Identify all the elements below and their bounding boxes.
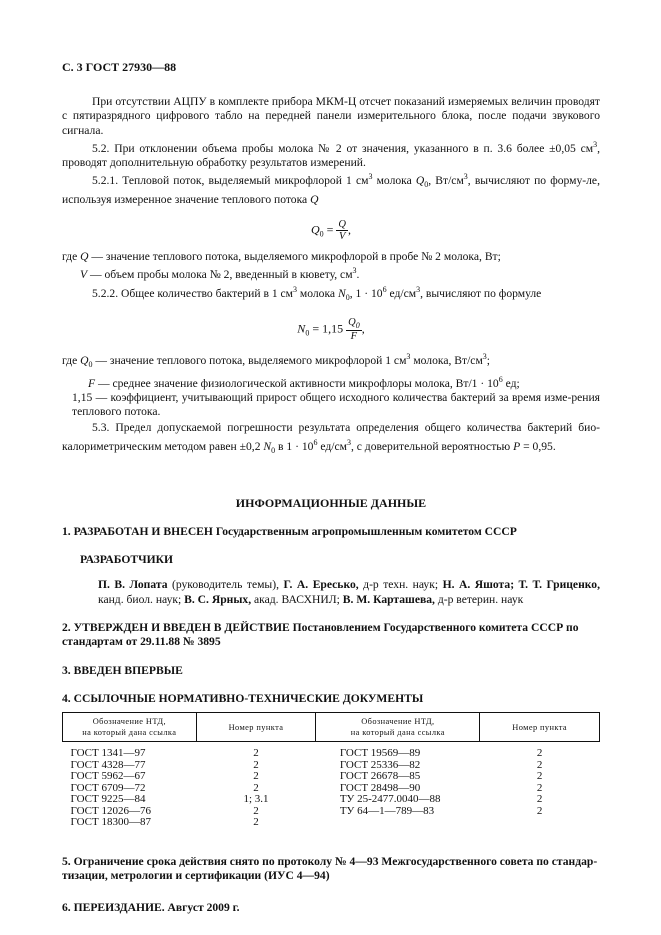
table-cell-item: 2 <box>536 781 543 794</box>
table-cell-doc: ТУ 64—1—789—83 <box>339 804 435 817</box>
table-cell-item: 2 <box>253 747 259 760</box>
table-cell-doc: ГОСТ 19569—89 <box>339 747 421 760</box>
table-header-doc-left: Обозначение НТД, на который дана ссылка <box>63 713 197 742</box>
table-cell-item: 2 <box>253 770 259 783</box>
where-q0: где $Q_0$ — значение теплового потока, выделяемого микрофлорой 1 $см^3$ молока, $Вт/см^3$; <box>62 352 491 370</box>
table-header-item-left: Номер пункта <box>196 713 316 742</box>
table-cell-doc: ГОСТ 12026—76 <box>70 804 151 817</box>
page-header: С. 3 ГОСТ 27930—88 <box>62 60 177 74</box>
table-cell-doc: ГОСТ 4328—77 <box>70 758 146 771</box>
left-item-list <box>196 742 316 837</box>
section-1: 1. РАЗРАБОТАН И ВНЕСЕН Государственным агропромышленным комитетом СССР <box>62 525 517 539</box>
table-cell-doc: ГОСТ 26678—85 <box>339 770 421 783</box>
developers-heading: РАЗРАБОТЧИКИ <box>80 553 174 567</box>
paragraph-5-3: 5.3. Предел допускаемой погрешности результата определения общего количества бактерий био-калориметрическим методом равен ±0,2 $N_0$ в $1 \cdot 10^6$ $ед/см^3$, с доверительной вероятностью P = 0,95. <box>62 421 600 455</box>
table-cell-doc: ГОСТ 28498—90 <box>339 781 421 794</box>
paragraph-acpu: При отсутствии АЦПУ в комплекте прибора МКМ-Ц отсчет показаний измеряемых величин проводят с пятиразрядного цифрового табло на передней панели измерительного блока, после подачи звукового сигнала. <box>62 95 600 137</box>
table-cell-doc: ГОСТ 25336—82 <box>339 758 421 771</box>
section-4: 4. ССЫЛОЧНЫЕ НОРМАТИВНО-ТЕХНИЧЕСКИЕ ДОКУМЕНТЫ <box>62 691 424 705</box>
table-cell-doc: ГОСТ 1341—97 <box>70 747 146 760</box>
section-6: 6. ПЕРЕИЗДАНИЕ. Август 2009 г. <box>62 901 240 915</box>
table-row <box>63 742 600 837</box>
table-cell-doc: ГОСТ 18300—87 <box>70 816 151 829</box>
formula-n0: $N_0 = 1,15$ $\frac{Q_0}{F}$ , <box>297 317 365 343</box>
references-table <box>62 712 600 837</box>
table-header-doc-right: Обозначение НТД, на который дана ссылка <box>316 713 480 742</box>
table-cell-item: 2 <box>253 804 259 817</box>
table-cell-item: 2 <box>536 804 543 817</box>
table-cell-item: 2 <box>536 747 543 760</box>
table-cell-item: 2 <box>536 770 543 783</box>
where-coef: 1,15 — коэффициент, учитывающий прирост общего исходного количества бактерий за время изме-рения теплового потока. <box>72 390 600 419</box>
table-cell-item: 2 <box>253 781 259 794</box>
table-cell-doc: ГОСТ 9225—84 <box>70 793 146 806</box>
right-doc-list <box>316 742 480 837</box>
table-cell-doc: ГОСТ 6709—72 <box>70 781 146 794</box>
document-page <box>62 60 600 930</box>
table-cell-item: 2 <box>253 816 259 829</box>
paragraph-5-2-1: 5.2.1. Тепловой поток, выделяемый микрофлорой 1 $см^3$ молока $Q_0$, $Вт/см^3$, вычисляют по форму-ле, используя измеренное значение теплового потока Q <box>62 172 600 206</box>
where-v: V — объем пробы молока № 2, введенный в кювету, $см^3$. <box>80 266 360 282</box>
table-cell-doc: ГОСТ 5962—67 <box>70 770 146 783</box>
paragraph-5-2: 5.2. При отклонении объема пробы молока № 2 от значения, указанного в п. 3.6 более ±0,05 $см^3$, проводят дополнительную обработку результатов измерений. <box>62 139 600 170</box>
table-header-item-right: Номер пункта <box>480 713 600 742</box>
table-cell-item: 1; 3.1 <box>243 793 269 806</box>
formula-q0: $Q_0$ = $\frac{Q}{V}$ , <box>310 219 352 243</box>
table-cell-item: 2 <box>253 758 259 771</box>
where-q: где Q — значение теплового потока, выделяемого микрофлорой в пробе № 2 молока, Вт; <box>62 250 501 264</box>
table-cell-item: 2 <box>536 793 543 806</box>
section-3: 3. ВВЕДЕН ВПЕРВЫЕ <box>62 663 183 677</box>
developers-list: П. В. Лопата (руководитель темы), Г. А. Ересько, д-р техн. наук; Н. А. Яшота; Т. Т. Гриценко, канд. биол. наук; В. С. Ярных, акад. ВАСХНИЛ; В. М. Карташева, д-р ветерин. наук <box>98 578 600 606</box>
table-cell-item: 2 <box>536 758 543 771</box>
table-cell-doc: ТУ 25-2477.0040—88 <box>339 793 441 806</box>
where-f: F — среднее значение физиологической активности микрофлоры молока, $Вт/1 \cdot 10^6$ ед; <box>88 374 520 390</box>
info-title: ИНФОРМАЦИОННЫЕ ДАННЫЕ <box>235 496 427 511</box>
section-5: 5. Ограничение срока действия снято по протоколу № 4—93 Межгосударственного совета по стандар-тизации, метрологии и сертификации (ИУС 4—94) <box>62 854 598 882</box>
right-item-list <box>480 742 600 837</box>
paragraph-5-2-2: 5.2.2. Общее количество бактерий в 1 $см^3$ молока $N_0$, $1 \cdot 10^6$ $ед/см^3$, вычисляют по формуле <box>92 284 542 302</box>
left-doc-list <box>63 742 197 837</box>
section-2: 2. УТВЕРЖДЕН И ВВЕДЕН В ДЕЙСТВИЕ Постановлением Государственного комитета СССР по стандартам от 29.11.88 № 3895 <box>62 621 579 649</box>
